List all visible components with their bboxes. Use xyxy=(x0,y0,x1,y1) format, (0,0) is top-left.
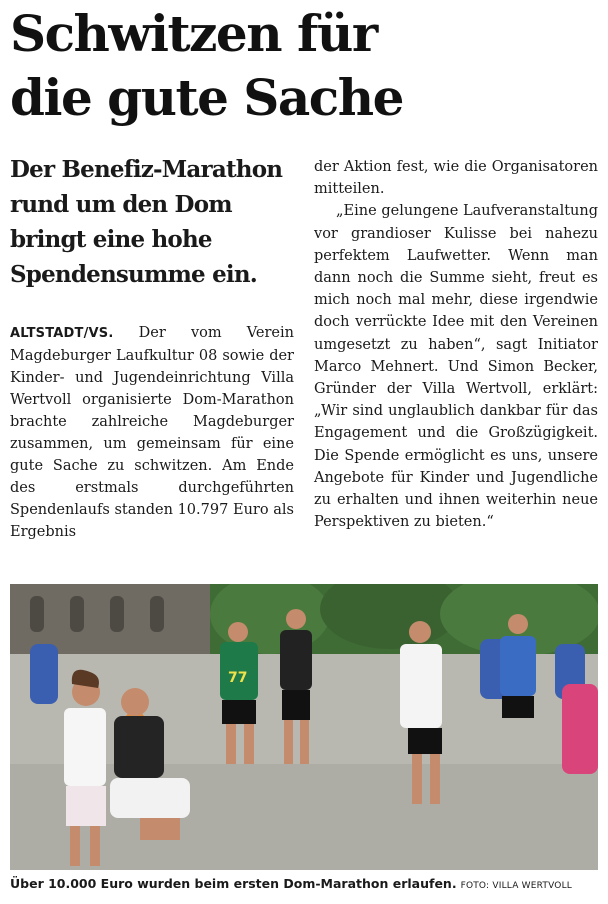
photo-caption xyxy=(10,876,600,891)
headline xyxy=(10,2,600,130)
headline-line-1: Schwitzen für xyxy=(10,4,377,63)
paragraph-1-text: Der vom Verein Magdeburger Laufkultur 08 sowie der Kinder- und Jugendeinrichtung Villa Wertvoll organisierte Dom-Marathon brachte zahlreiche Magdeburger zusammen, um gemeinsam für eine gute Sache zu schwitzen. Am Ende des erstmals durchgeführten Spendenlaufs standen 10.797 Euro als Ergebnis xyxy=(10,325,294,540)
marathon-photo xyxy=(10,584,598,870)
article-paragraph-1 xyxy=(10,322,294,543)
article-column-right xyxy=(314,156,598,533)
caption-text: Über 10.000 Euro wurden beim ersten Dom-Marathon erlaufen. xyxy=(10,876,457,891)
article-paragraph-1-continued: der Aktion fest, wie die Organisatoren mitteilen. xyxy=(314,159,598,198)
photo-credit: FOTO: VILLA WERTVOLL xyxy=(460,881,573,891)
dateline: ALTSTADT/VS. xyxy=(10,326,114,341)
article-photo xyxy=(10,584,598,870)
article-column-left xyxy=(10,322,294,543)
runner-bib-number: 77 xyxy=(228,670,248,686)
headline-line-2: die gute Sache xyxy=(10,68,403,127)
subheadline: Der Benefiz-Marathon rund um den Dom bringt eine hohe Spendensumme ein. xyxy=(10,156,283,288)
article-paragraph-2: „Eine gelungene Laufveranstaltung vor grandioser Kulisse bei nahezu perfektem Laufwetter. Wenn man dann noch die Summe sieht, freut es mich noch mal mehr, diese irgendwie doch verrückte Idee mit den Vereinen umgesetzt zu haben“, sagt Initiator Marco Mehnert. Und Simon Becker, Gründer der Villa Wertvoll, erklärt: „Wir sind unglaublich dankbar für das Engagement und die Großzügigkeit. Die Spende ermöglicht es uns, unsere Angebote für Kinder und Jugendliche zu erhalten und ihnen weiterhin neue Perspektiven zu bieten.“ xyxy=(314,203,598,531)
runner-pink-shirt xyxy=(562,684,598,774)
